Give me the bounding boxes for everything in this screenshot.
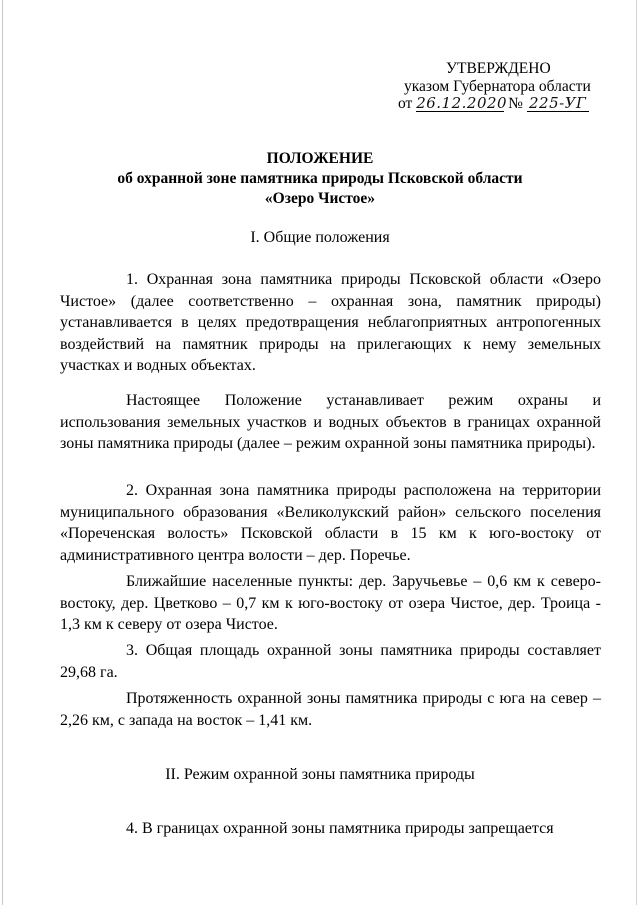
approval-decree: указом Губернатора области <box>404 78 591 95</box>
approval-heading: УТВЕРЖДЕНО <box>446 60 551 77</box>
approval-number-sign: № <box>508 95 523 112</box>
approval-date: 26.12.2020 <box>416 94 508 112</box>
document-title: ПОЛОЖЕНИЕ <box>266 150 374 167</box>
section-heading-regime: II. Режим охранной зоны памятника природы <box>165 766 475 783</box>
paragraph: Настоящее Положение устанавливает режим охраны и использования земельных участков и водных объектов в границах охранной зоны памятника природы (далее – режим охранной зоны памятника природы). <box>60 392 601 453</box>
document-subtitle: об охранной зоне памятника природы Псковской области <box>117 170 523 187</box>
approval-from: от <box>398 95 413 112</box>
paragraph: Ближайшие населенные пункты: дер. Заручьевье – 0,6 км к северо-востоку, дер. Цветково – 0,7 км к юго-востоку от озера Чистое, дер. Троица - 1,3 км к северу от озера Чистое. <box>60 573 601 634</box>
paragraph: 4. В границах охранной зоны памятника природы запрещается <box>126 820 554 837</box>
paragraph: 2. Охранная зона памятника природы расположена на территории муниципального образования «Великолукский район» сельского поселения «Пореченская волость» Псковской области в 15 км к юго-востоку от административного центра волости – дер. Поречье. <box>60 482 601 564</box>
paragraph: 1. Охранная зона памятника природы Псковской области «Озеро Чистое» (далее соответственно – охранная зона, памятник природы) устанавливается в целях предотвращения неблагоприятных антропогенных воздействий на памятник природы на прилегающих к нему земельных участках и водных объектах. <box>60 271 601 375</box>
paragraph: 3. Общая площадь охранной зоны памятника природы составляет 29,68 га. <box>60 642 601 681</box>
document-subtitle-name: «Озеро Чистое» <box>264 190 376 207</box>
paragraph: Протяженность охранной зоны памятника природы с юга на север – 2,26 км, с запада на восток – 1,41 км. <box>60 690 601 729</box>
approval-number: 225-УГ <box>527 96 589 112</box>
approval-date-number <box>398 95 589 113</box>
section-heading-general: I. Общие положения <box>250 229 390 246</box>
